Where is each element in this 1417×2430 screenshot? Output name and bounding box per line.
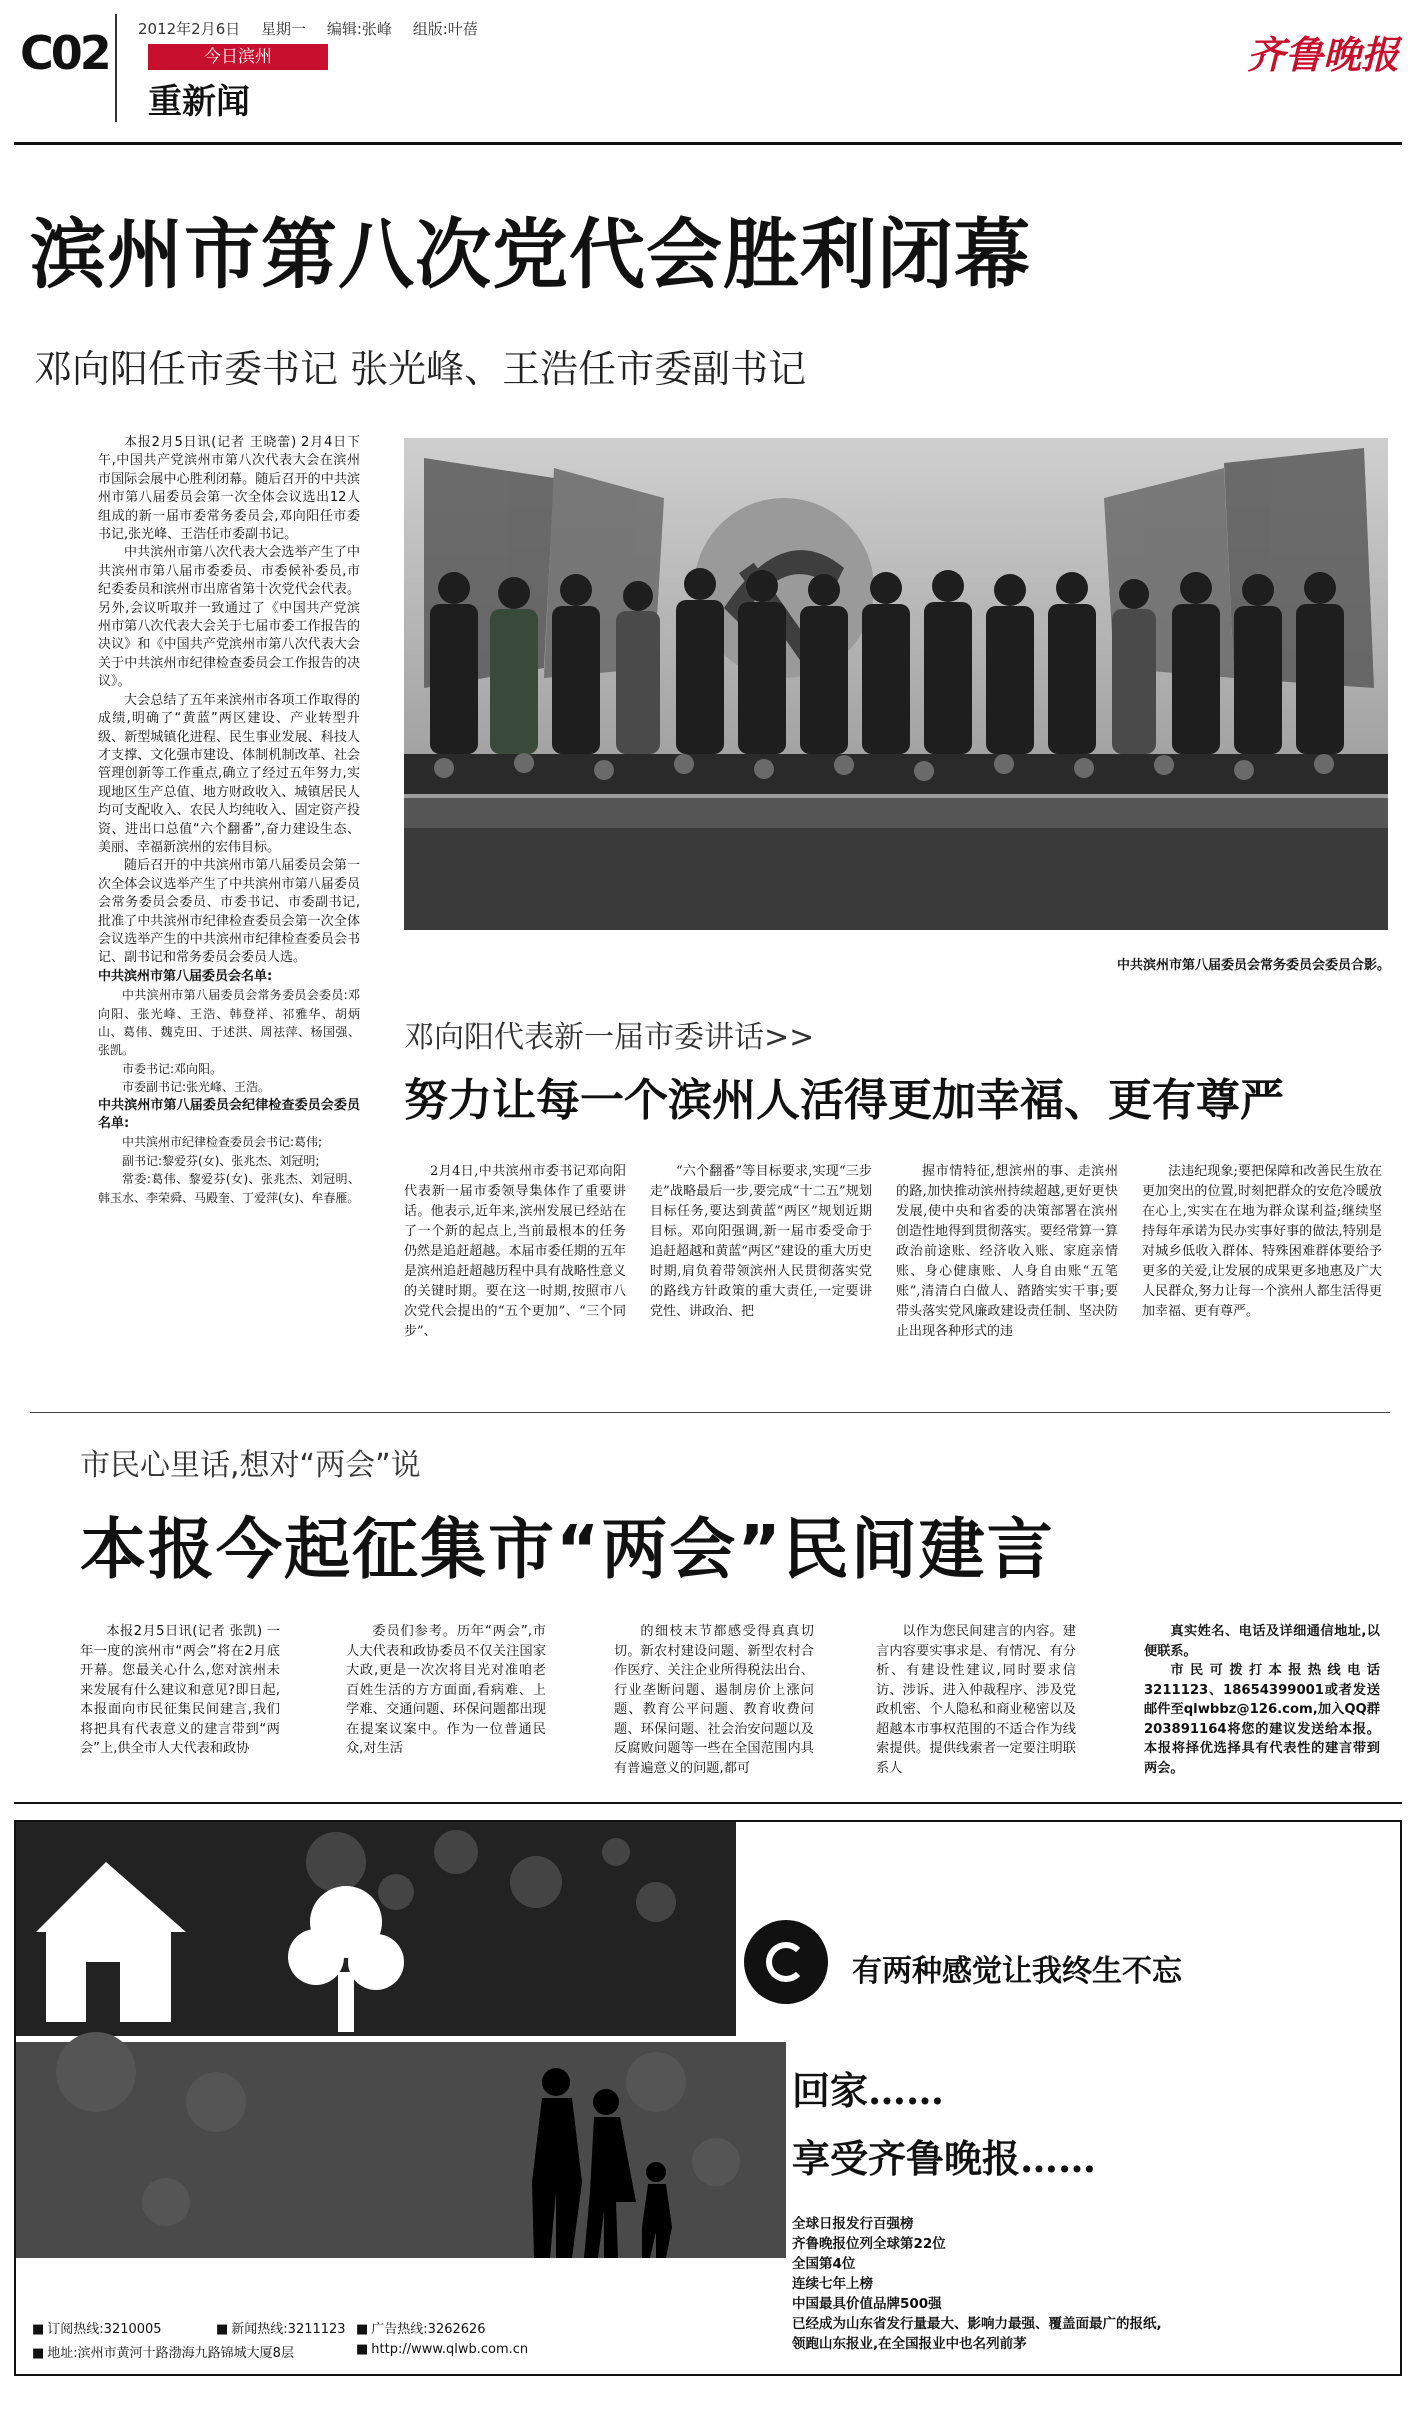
article2-text: 法违纪现象;要把保障和改善民生放在更加突出的位置,时刻把群众的安危冷暖放在心上,实实在在地为群众谋利益;继续坚持每年承诺为民办实事好事的做法,特别是对城乡低收入群体、特殊困难群体要给予更多的关爱,让发展的成果更多地惠及广大人民群众,努力让每一个滨州人都生活得更加幸福、更有尊严。 bbox=[1142, 1164, 1382, 1319]
article3-column bbox=[1144, 1622, 1380, 1778]
issue-weekday: 星期一 bbox=[261, 20, 307, 38]
editor-credit: 编辑:张峰 bbox=[326, 20, 392, 38]
section-tag: 今日滨州 bbox=[148, 44, 328, 70]
ad-fact: 全国第4位 bbox=[792, 2256, 856, 2272]
article3-headline: 本报今起征集市“两会”民间建言 bbox=[80, 1511, 1055, 1588]
brand-logo-icon bbox=[744, 1920, 828, 2004]
article1-paragraph: 随后召开的中共滨州市第八届委员会第一次全体会议选举产生了中共滨州市第八届委员会常务委员会委员、市委书记、市委副书记,批准了中共滨州市纪律检查委员会第一次全体会议选举产生的中共滨州市纪律检查委员会书记、副书记和常务委员会委员人选。 bbox=[98, 858, 360, 966]
ad-fact: 中国最具价值品牌500强 bbox=[792, 2296, 942, 2312]
news-hotline: ■ 新闻热线:3211123 bbox=[216, 2318, 346, 2337]
section-divider bbox=[30, 1412, 1390, 1413]
office-address: ■ 地址:滨州市黄河十路渤海九路锦城大厦8层 bbox=[32, 2342, 294, 2361]
newspaper-logo: 齐鲁晚报 bbox=[1246, 32, 1399, 77]
ad-fact: 已经成为山东省发行量最大、影响力最强、覆盖面最广的报纸, bbox=[792, 2316, 1162, 2332]
article2-text: 握市情特征,想滨州的事、走滨州的路,加快推动滨州持续超越,更好更快发展,使中央和省委的决策部署在滨州创造性地得到贯彻落实。要经常算一算政治前途账、经济收入账、家庭亲情账、身心健康账、人身自由账“五笔账”,清清白白做人、踏踏实实干事;要带头落实党风廉政建设责任制、坚决防止出现各种形式的违 bbox=[896, 1164, 1118, 1339]
advertisement bbox=[14, 1820, 1402, 2429]
article1-subhead: 邓向阳任市委书记 张光峰、王浩任市委副书记 bbox=[34, 347, 807, 391]
article3-text: 的细枝末节都感受得真真切切。新农村建设问题、新型农村合作医疗、关注企业所得税法出台、行业垄断问题、遏制房价上涨问题、教育公平问题、教育收费问题、环保问题、社会治安问题以及反腐败问题等一些在全国范围内具有普遍意义的问题,都可 bbox=[614, 1624, 814, 1776]
website-link[interactable]: ■ http://www.qlwb.com.cn bbox=[356, 2342, 528, 2357]
article3-text: 委员们参考。历年“两会”,市人大代表和政协委员不仅关注国家大政,更是一次次将目光对准咱老百姓生活的方方面面,看病难、上学难、交通问题、环保问题都出现在提案议案中。作为一位普通民众,对生活 bbox=[346, 1624, 546, 1756]
list-text: 市委书记:邓向阳。 bbox=[122, 1061, 223, 1076]
article2-kicker: 邓向阳代表新一届市委讲话>> bbox=[404, 1020, 815, 1055]
article1-paragraph: 大会总结了五年来滨州市各项工作取得的成绩,明确了“黄蓝”两区建设、产业转型升级、新型城镇化进程、民生事业发展、科技人才支撑、文化强市建设、体制机制改革、社会管理创新等工作重点,确立了经过五年努力,实现地区生产总值、地方财政收入、城镇居民人均可支配收入、农民人均纯收入、固定资产投资、进出口总值“六个翻番”,奋力建设生态、美丽、幸福新滨州的宏伟目标。 bbox=[98, 692, 360, 855]
subscribe-hotline: ■ 订阅热线:3210005 bbox=[32, 2318, 162, 2337]
article2-column bbox=[896, 1162, 1118, 1342]
ad-fact: 齐鲁晚报位列全球第22位 bbox=[792, 2236, 946, 2252]
article3-column bbox=[80, 1622, 280, 1759]
list-title: 中共滨州市第八届委员会名单: bbox=[98, 968, 273, 984]
article3-text: 真实姓名、电话及详细通信地址,以便联系。 bbox=[1144, 1624, 1380, 1659]
list-text: 常委:葛伟、黎爱芬(女)、张兆杰、刘冠明、韩玉水、李荣舜、马殿奎、丁爱萍(女)、牟春雁。 bbox=[98, 1172, 360, 1205]
issue-date: 2012年2月6日 bbox=[138, 20, 241, 38]
group-photo bbox=[404, 438, 1388, 930]
ad-contacts bbox=[16, 2258, 786, 2374]
ad-note: 身边的事告诉我们,一旦采用,最低50元,另有电影票等奖品 bbox=[55, 2392, 277, 2429]
list-text: 中共滨州市第八届委员会常务委员会委员:邓向阳、张光峰、王浩、韩登祥、祁雅华、胡炳山、葛伟、魏克田、于述洪、周祛萍、杨国强、张凯。 bbox=[98, 988, 360, 1058]
article1-paragraph: 中共滨州市第八次代表大会选举产生了中共滨州市第八届市委委员、市委候补委员,市纪委委员和滨州市出席省第十次党代会代表。另外,会议听取并一致通过了《中国共产党滨州市第八次代表大会关于七届市委工作报告的决议》和《中国共产党滨州市第八次代表大会关于中共滨州市纪律检查委员会工作报告的决议》。 bbox=[98, 545, 360, 690]
page-header bbox=[0, 0, 1417, 140]
house-icon bbox=[36, 1862, 186, 2022]
article2-column bbox=[1142, 1162, 1382, 1322]
article2-column bbox=[650, 1162, 872, 1322]
ad-slogan: 有两种感觉让我终生不忘 bbox=[852, 1954, 1182, 1989]
article2-headline: 努力让每一个滨州人活得更加幸福、更有尊严 bbox=[404, 1075, 1284, 1126]
article3-text: 市民可拨打本报热线电话3211123、18654399001或者发送邮件至qlwbbz@126.com,加入QQ群203891164将您的建议发送给本报。本报将择优选择具有代表性的建言带到两会。 bbox=[1144, 1663, 1380, 1776]
ad-hotline: ■ 广告热线:3262626 bbox=[356, 2318, 486, 2337]
article3-column bbox=[876, 1622, 1076, 1778]
ad-divider bbox=[14, 1802, 1402, 1804]
article3-column bbox=[614, 1622, 814, 1778]
ad-facts bbox=[792, 2214, 1162, 2354]
article1-paragraph: 本报2月5日讯(记者 王晓蕾) 2月4日下午,中国共产党滨州市第八次代表大会在滨州市国际会展中心胜利闭幕。随后召开的中共滨州市第八届委员会第一次全体会议选出12人组成的新一届市委常务委员会,邓向阳任市委书记,张光峰、王浩任市委副书记。 bbox=[98, 435, 360, 543]
tree-icon bbox=[288, 1886, 404, 2032]
article1-headline: 滨州市第八次党代会胜利闭幕 bbox=[30, 210, 1031, 299]
article3-text: 本报2月5日讯(记者 张凯) 一年一度的滨州市“两会”将在2月底开幕。您最关心什么,您对滨州未来发展有什么建议和意见?即日起,本报面向市民征集民间建言,我们将把具有代表意义的建言带到“两会”上,供全市人大代表和政协 bbox=[80, 1624, 280, 1756]
layout-credit: 组版:叶蓓 bbox=[412, 20, 478, 38]
ad-fact: 全球日报发行百强榜 bbox=[792, 2216, 914, 2232]
photo-caption: 中共滨州市第八届委员会常务委员会委员合影。 bbox=[1116, 958, 1390, 973]
article2-column bbox=[404, 1162, 626, 1342]
article2-text: 2月4日,中共滨州市委书记邓向阳代表新一届市委领导集体作了重要讲话。他表示,近年来,滨州发展已经站在了一个新的起点上,当前最根本的任务仍然是追赶超越。本届市委任期的五年是滨州追赶超越历程中具有战略性意义的关键时期。要在这一时期,按照市八次党代会提出的“五个更加”、“三个同步”、 bbox=[404, 1164, 626, 1339]
section-name: 重新闻 bbox=[148, 82, 250, 122]
list-title: 中共滨州市第八届委员会纪律检查委员会委员名单: bbox=[98, 1097, 360, 1132]
article3-text: 以作为您民间建言的内容。建言内容要实事求是、有情况、有分析、有建设性建议,同时要求信访、涉诉、进入仲裁程序、涉及党政机密、个人隐私和商业秘密以及超越本市事权范围的不适合作为线索提供。提供线索者一定要注明联系人 bbox=[876, 1624, 1076, 1776]
ad-slogan: 回家…… bbox=[792, 2068, 945, 2113]
ad-fact: 领跑山东报业,在全国报业中也名列前茅 bbox=[792, 2336, 1027, 2352]
issue-meta bbox=[138, 18, 494, 39]
page-number: C02 bbox=[20, 26, 109, 80]
article3-column bbox=[346, 1622, 546, 1759]
list-text: 中共滨州市纪律检查委员会书记:葛伟; bbox=[122, 1135, 323, 1150]
ad-slogan: 享受齐鲁晚报…… bbox=[792, 2136, 1097, 2181]
list-text: 市委副书记:张光峰、王浩。 bbox=[122, 1080, 271, 1095]
article3-kicker: 市民心里话,想对“两会”说 bbox=[80, 1448, 421, 1483]
article2-text: “六个翻番”等目标要求,实现“三步走”战略最后一步,要完成“十二五”规划目标任务,要达到黄蓝“两区”规划近期目标。邓向阳强调,新一届市委受命于追赶超越和黄蓝“两区”建设的重大历史时期,肩负着带领滨州人民贯彻落实党的路线方针政策的重大责任,一定要讲党性、讲政治、把 bbox=[650, 1164, 872, 1319]
header-divider bbox=[115, 14, 117, 122]
ad-fact: 连续七年上榜 bbox=[792, 2276, 873, 2292]
header-rule bbox=[14, 142, 1402, 145]
article1-body bbox=[98, 434, 360, 1207]
list-text: 副书记:黎爱芬(女)、张兆杰、刘冠明; bbox=[122, 1153, 320, 1168]
ad-dark-panel bbox=[16, 1822, 736, 2036]
